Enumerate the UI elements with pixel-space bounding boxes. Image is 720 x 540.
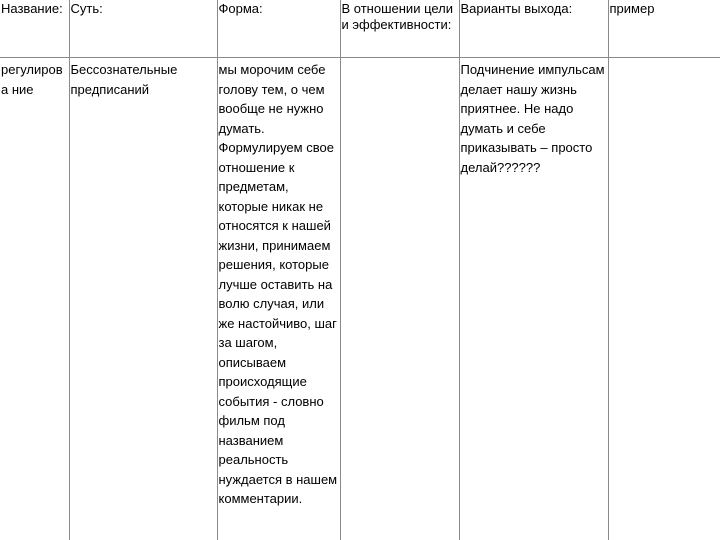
cell-form bbox=[217, 58, 340, 540]
cell-ways-out-text: Подчинение импульсам делает нашу жизнь приятнее. Не надо думать и себе приказывать – просто делай?????? bbox=[460, 62, 605, 175]
cell-name bbox=[0, 58, 69, 540]
cell-essence bbox=[69, 58, 217, 540]
header-essence: Суть: bbox=[69, 0, 217, 58]
cell-ways-out bbox=[459, 58, 608, 540]
header-name: Название: bbox=[0, 0, 69, 58]
header-goal-efficiency: В отношении цели и эффективности: bbox=[340, 0, 459, 58]
cell-example bbox=[608, 58, 720, 540]
header-ways-out: Варианты выхода: bbox=[459, 0, 608, 58]
cell-essence-text: Бессознательные предписаний bbox=[70, 62, 178, 97]
header-example: пример bbox=[608, 0, 720, 58]
header-form: Форма: bbox=[217, 0, 340, 58]
table-row bbox=[0, 58, 720, 540]
cell-goal-efficiency bbox=[340, 58, 459, 540]
table-header-row bbox=[0, 0, 720, 58]
cell-form-text: мы морочим себе голову тем, о чем вообще не нужно думать. Формулируем свое отношение к предметам, которые никак не относятся к нашей жизни, принимаем решения, которые лучше оставить на волю случая, или же настойчиво, шаг за шагом, описываем происходящие события - словно фильм под названием реальность нуждается в нашем комментарии. bbox=[218, 62, 338, 506]
cell-name-text: регулирова ние bbox=[1, 62, 63, 97]
